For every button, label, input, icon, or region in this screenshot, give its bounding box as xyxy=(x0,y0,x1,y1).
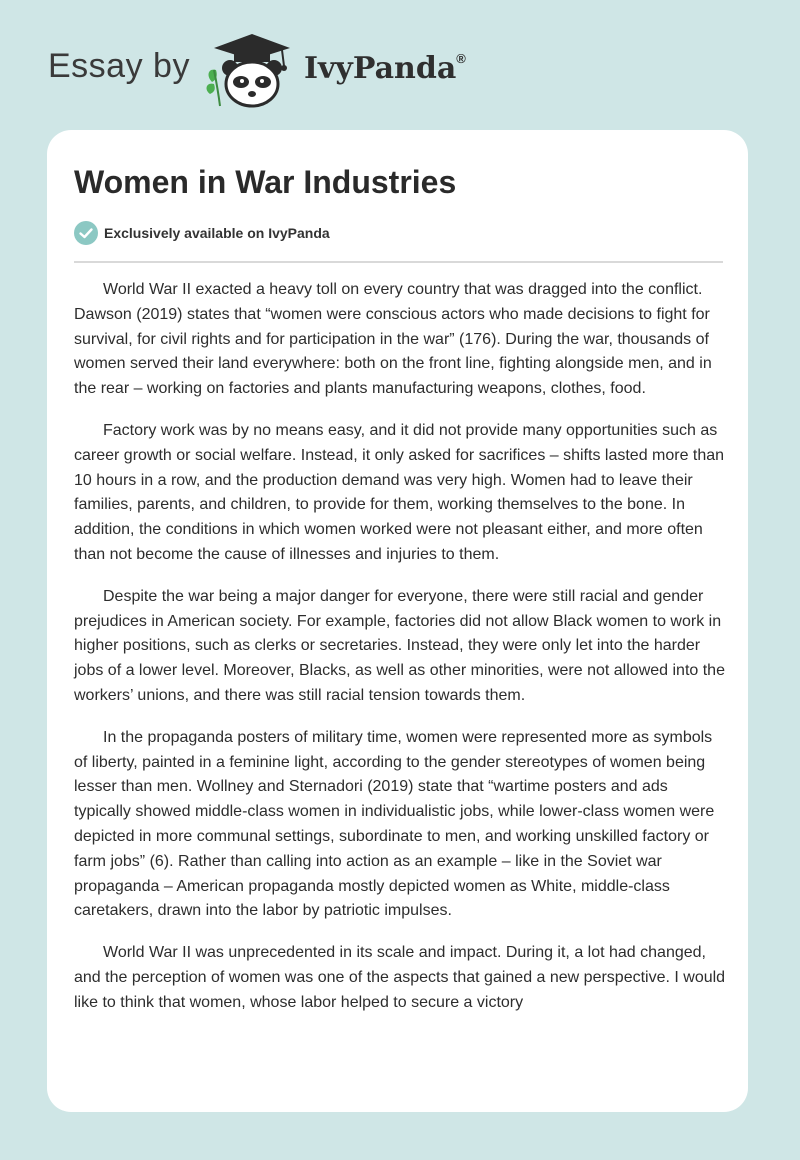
essay-by-label: Essay by xyxy=(48,46,190,85)
divider xyxy=(74,261,723,263)
paragraph: Despite the war being a major danger for everyone, there were still racial and gender prejudices in American society. For example, factories did not allow Black women to work in higher positions, such as clerks or secretaries. Instead, they were only let into the harder jobs of a lower level. Moreover, Blacks, as well as other minorities, were not allowed into the workers’ unions, and there was still racial tension towards them. xyxy=(74,587,725,704)
badge-text: Exclusively available on IvyPanda xyxy=(104,225,330,241)
brand-name[interactable]: IvyPanda® xyxy=(303,50,466,86)
essay-card xyxy=(47,130,748,1112)
paragraph: World War II exacted a heavy toll on every country that was dragged into the conflict. Dawson (2019) states that “women were conscious actors who made decisions to fight for survival, for civil rights and for participation in the war” (176). During the war, thousands of women served their land everywhere: both on the front line, fighting alongside men, and in the rear – working on factories and plants manufacturing weapons, clothes, food. xyxy=(74,281,712,398)
paragraph: In the propaganda posters of military time, women were represented more as symbols of liberty, painted in a feminine light, according to the gender stereotypes of women being lesser than men. Wollney and Sternadori (2019) state that “wartime posters and ads typically showed middle-class women in individualistic jobs, while lower-class women were depicted in more communal settings, subordinate to men, and working unskilled factory or farm jobs” (6). Rather than calling into action as an example – like in the Soviet war propaganda – American propaganda mostly depicted women as White, middle-class caretakers, drawn into the labor by patriotic impulses. xyxy=(74,728,715,920)
check-circle-icon xyxy=(74,221,98,245)
site-header xyxy=(48,30,466,110)
essay-body xyxy=(74,278,726,1033)
paragraph: Factory work was by no means easy, and it did not provide many opportunities such as career growth or social welfare. Instead, it only asked for sacrifices – shifts lasted more than 10 hours in a row, and the production demand was very high. Women had to leave their families, parents, and children, to provide for them, working themselves to the bone. In addition, the conditions in which women worked were not pleasant either, and more often than not become the cause of illnesses and injuries to them. xyxy=(74,421,725,563)
registered-mark: ® xyxy=(456,50,466,66)
panda-graduate-logo-icon[interactable] xyxy=(204,30,300,110)
paragraph: World War II was unprecedented in its scale and impact. During it, a lot had changed, and the perception of women was one of the aspects that gained a new perspective. I would like to think that women, whose labor helped to secure a victory xyxy=(74,944,726,1011)
page-title: Women in War Industries xyxy=(74,164,457,200)
exclusive-badge xyxy=(74,221,330,245)
